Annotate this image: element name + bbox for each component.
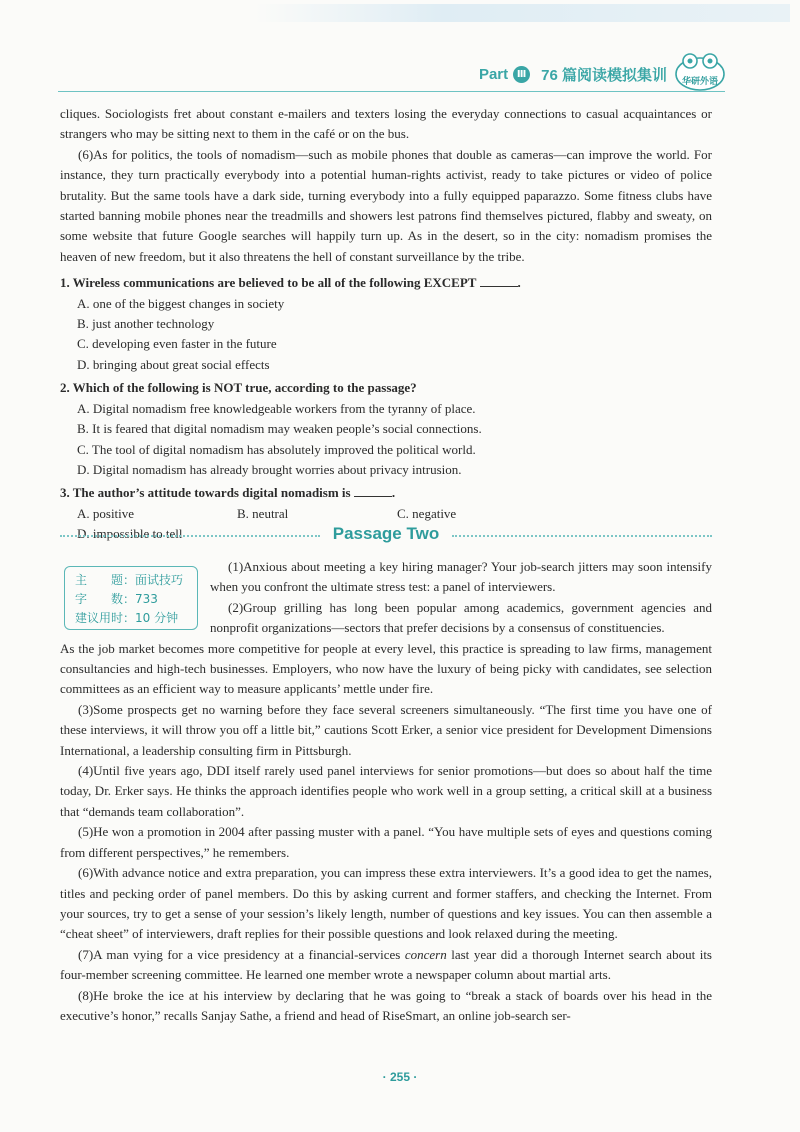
header-rule (58, 91, 725, 92)
option: B. neutral (237, 505, 289, 521)
passage-two-paragraph-8: (8)He broke the ice at his interview by declaring that he was going to “break a stack of boards over his head in the executive’s honor,” recalls Sanjay Sathe, a friend and head of RiseSmart, an online job-search ser- (60, 987, 712, 1023)
answer-blank (354, 486, 392, 497)
option: C. The tool of digital nomadism has absolutely improved the political world. (77, 441, 476, 457)
emphasized-word: concern (404, 946, 447, 962)
passage-two-title: Passage Two (332, 524, 440, 543)
option: A. one of the biggest changes in society (77, 295, 285, 311)
passage-two-paragraph-1: (1)Anxious about meeting a key hiring manager? Your job-search jitters may soon intensify when you confront the ultimate stress test: a panel of interviewers. (210, 559, 712, 595)
option: D. Digital nomadism has already brought worries about privacy intrusion. (77, 461, 462, 477)
question-1: 1. Wireless communications are believed to be all of the following EXCEPT . (60, 275, 521, 291)
question-1-stem: 1. Wireless communications are believed to be all of the following EXCEPT (60, 275, 477, 291)
option: C. negative (397, 505, 457, 521)
option: A. positive (77, 505, 135, 521)
option: D. bringing about great social effects (77, 356, 270, 372)
passage-one-content (60, 104, 712, 545)
passage-one-continuation: cliques. Sociologists fret about constant e-mailers and texters losing the everyday connections to casual acquaintances or strangers who may be sitting next to them in the café or on the bus. (60, 106, 712, 142)
option: A. Digital nomadism free knowledgeable workers from the tyranny of place. (77, 400, 476, 416)
logo-text: 华研外语 (681, 77, 718, 87)
passage-two-paragraph-6: (6)With advance notice and extra preparation, you can impress these extra interviewers. It’s a good idea to get the names, titles and pecking order of panel members. Do this by asking current and former staffers, and checking the Internet. From your sources, try to get a sense of your session’s likely length, number of questions and key issues. You can then assemble a “cheat sheet” of interviewers, draft replies for their possible questions and look relaxed during the meeting. (60, 865, 712, 942)
option: B. It is feared that digital nomadism may weaken people’s social connections. (77, 421, 482, 437)
answer-blank (480, 276, 518, 287)
wrap-zone (210, 557, 712, 639)
part-number-badge: Ⅲ (513, 66, 530, 83)
passage-two-paragraph-2b: As the job market becomes more competitive for people at every level, this practice is spreading to law firms, management consultancies and high-tech businesses. Employers, who now have the luxury of being picky with candidates, see selection committees as an efficient way to measure applicants’ mettle under fire. (60, 640, 712, 697)
passage-two-paragraph-7: (7)A man vying for a vice presidency at a financial-services concern last year did a thorough Internet search about its four-member screening committee. He learned one member wrote a newspaper column about martial arts. (60, 946, 712, 983)
question-1-options (60, 294, 712, 376)
option: D. impossible to tell (77, 526, 183, 542)
passage-two-content (60, 557, 712, 1026)
info-suggested-time: 建议用时：10 分钟 (75, 611, 179, 625)
passage-two-paragraph-5: (5)He won a promotion in 2004 after passing muster with a panel. “You have multiple sets of eyes and questions coming from different perspectives,” he remembers. (60, 824, 712, 860)
question-3: 3. The author’s attitude towards digital nomadism is . (60, 485, 396, 501)
header-subtitle: 76 篇阅读模拟集训 (541, 66, 667, 84)
question-2-stem: 2. Which of the following is NOT true, according to the passage? (60, 380, 417, 396)
option: C. developing even faster in the future (77, 336, 277, 352)
passage-two-paragraph-3: (3)Some prospects get no warning before they face several screeners simultaneously. “The first time you have one of these interviews, it will throw you off a little bit,” cautions Scott Erker, a senior vice president for Development Dimensions International, a leadership consulting firm in Pittsburgh. (60, 701, 712, 758)
option: B. just another technology (77, 316, 215, 332)
page-number: · 255 · (382, 1070, 418, 1084)
passage-two-paragraph-4: (4)Until five years ago, DDI itself rarely used panel interviews for senior promotions—but does so about half the time today, Dr. Erker says. He thinks the approach identifies people who work well in a group setting, a critical skill at a business that “demands team collaboration”. (60, 763, 712, 819)
info-topic: 主 题：面试技巧 (75, 573, 184, 587)
question-3-stem: 3. The author’s attitude towards digital nomadism is (60, 485, 351, 501)
passage-two-paragraph-2a: (2)Group grilling has long been popular among academics, government agencies and nonprofit organizations—sectors that prefer decisions by a consensus of constituencies. (210, 599, 712, 636)
question-2 (60, 378, 712, 398)
passage-two-heading (60, 524, 712, 548)
header-part: Part (478, 65, 509, 83)
info-word-count: 字 数：733 (75, 592, 158, 606)
top-decorative-band (255, 4, 790, 22)
passage-one-paragraph-6: (6)As for politics, the tools of nomadism—such as mobile phones that double as cameras—can improve the world. For instance, they turn practically everybody into a potential human-rights activist, ready to take pictures or video of police brutality. But the same tools have a dark side, turning everybody into a fully equipped paparazzo. Some fitness clubs have started banning mobile phones near the treadmills and showers lest patrons find themselves pictured, flabby and sweaty, on some website that future Google searches will happily turn up. As in the desert, so in the city: nomadism promises the heaven of new freedom, but it also threatens the hell of constant surveillance by the tribe. (60, 146, 712, 264)
